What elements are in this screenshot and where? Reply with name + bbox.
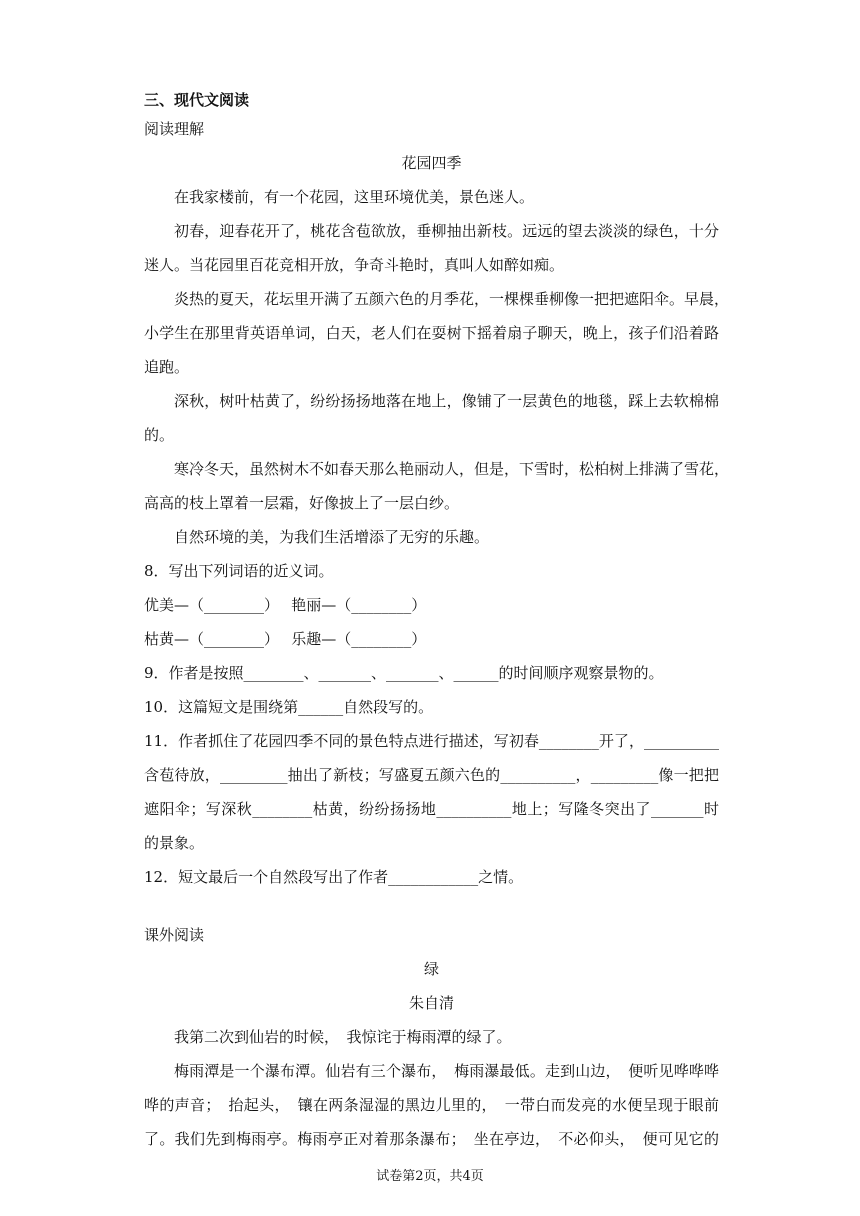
passage1-line: 的。 <box>144 426 175 444</box>
passage2-line: 了。我们先到梅雨亭。梅雨亭正对着那条瀑布； 坐在亭边， 不必仰头， 便可见它的 <box>144 1130 719 1148</box>
question-11-line: 遮阳伞；写深秋________枯黄，纷纷扬扬地__________地上；写隆冬突出了_______时 <box>144 800 719 818</box>
section-title: 三、现代文阅读 <box>144 91 250 109</box>
question-11-line: 11．作者抓住了花园四季不同的景色特点进行描述，写初春________开了，__________ <box>144 732 719 750</box>
subsection-reading: 阅读理解 <box>144 120 205 138</box>
passage1-line: 小学生在那里背英语单词，白天，老人们在耍树下摇着扇子聊天，晚上，孩子们沿着路 <box>144 324 719 342</box>
passage2-line: 哗的声音； 抬起头， 镶在两条湿湿的黑边儿里的， 一带白而发亮的水便呈现于眼前 <box>144 1096 719 1114</box>
question-11-line: 含苞待放，_________抽出了新枝；写盛夏五颜六色的__________，_________像一把把 <box>144 766 719 784</box>
question-12: 12．短文最后一个自然段写出了作者____________之情。 <box>144 868 524 886</box>
passage1-line: 自然环境的美，为我们生活增添了无穷的乐趣。 <box>174 528 490 546</box>
passage2-line: 我第二次到仙岩的时候， 我惊诧于梅雨潭的绿了。 <box>174 1028 512 1046</box>
passage1-line: 初春，迎春花开了，桃花含苞欲放，垂柳抽出新枝。远远的望去淡淡的绿色，十分 <box>174 222 719 240</box>
passage1-title: 花园四季 <box>401 154 462 172</box>
passage1-line: 寒冷冬天，虽然树木不如春天那么艳丽动人，但是，下雪时，松柏树上排满了雪花， <box>174 460 730 478</box>
question-8: 8．写出下列词语的近义词。 <box>144 562 334 580</box>
passage1-line: 在我家楼前，有一个花园，这里环境优美，景色迷人。 <box>174 188 535 206</box>
page-footer: 试卷第2页，共4页 <box>376 1169 484 1184</box>
question-11-line: 的景象。 <box>144 834 205 852</box>
passage1-line: 炎热的夏天，花坛里开满了五颜六色的月季花，一棵棵垂柳像一把把遮阳伞。早晨， <box>174 290 730 308</box>
question-8-row2: 枯黄—（________） 乐趣—（________） <box>144 630 427 648</box>
passage2-title: 绿 <box>423 960 439 978</box>
question-8-row1: 优美—（________） 艳丽—（________） <box>144 596 427 614</box>
question-10: 10．这篇短文是围绕第______自然段写的。 <box>144 698 434 716</box>
passage1-line: 迷人。当花园里百花竞相开放，争奇斗艳时，真叫人如醉如痴。 <box>144 256 565 274</box>
passage1-line: 深秋，树叶枯黄了，纷纷扬扬地落在地上，像铺了一层黄色的地毯，踩上去软棉棉 <box>174 392 719 410</box>
passage2-author: 朱自清 <box>408 994 454 1012</box>
subsection-extra-reading: 课外阅读 <box>144 926 205 944</box>
passage2-line: 梅雨潭是一个瀑布潭。仙岩有三个瀑布， 梅雨瀑最低。走到山边， 便听见哗哗哗 <box>174 1062 719 1080</box>
passage1-line: 高高的枝上罩着一层霜，好像披上了一层白纱。 <box>144 494 460 512</box>
passage1-line: 追跑。 <box>144 358 190 376</box>
question-9: 9．作者是按照________、_______、_______、______的时间顺序观察景物的。 <box>144 664 664 682</box>
